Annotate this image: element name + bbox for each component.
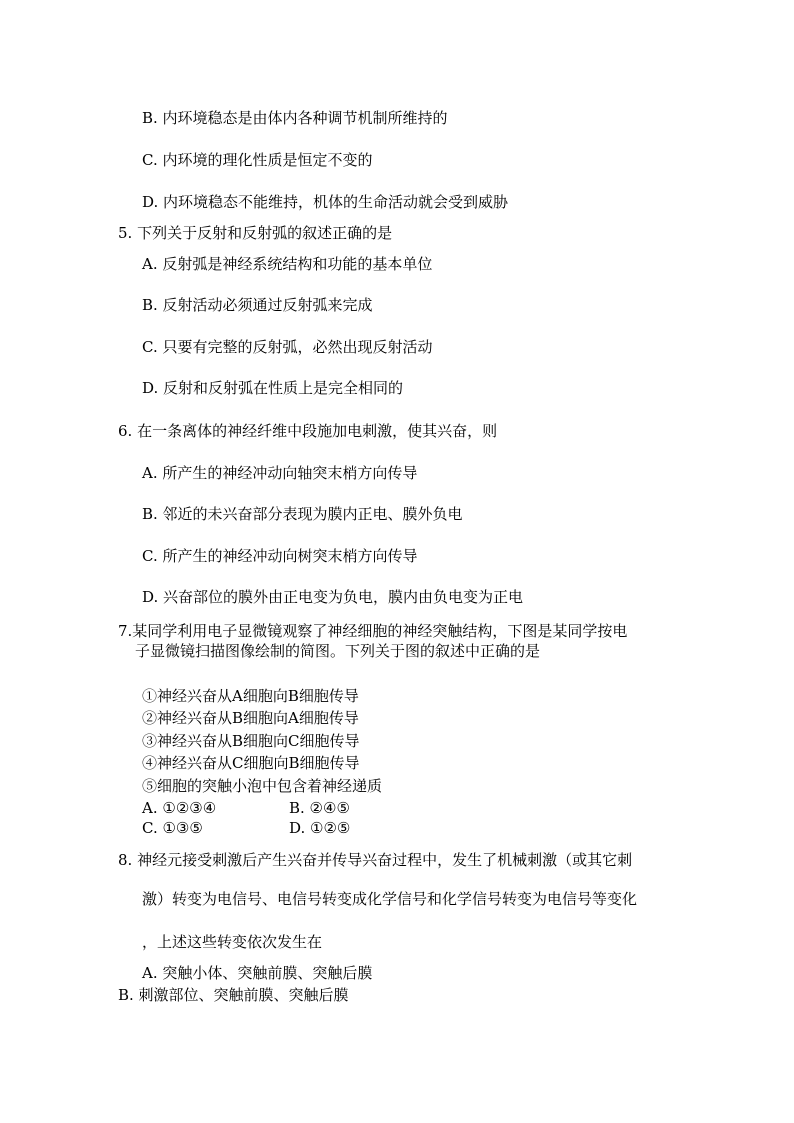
q5-option-c: C. 只要有完整的反射弧，必然出现反射活动 bbox=[142, 338, 433, 356]
q7-answer-row-2 bbox=[142, 818, 442, 838]
q7-statement-4: ④神经兴奋从C细胞向B细胞传导 bbox=[142, 754, 360, 772]
q8-stem-line2: 激）转变为电信号、电信号转变成化学信号和化学信号转变为电信号等变化 bbox=[142, 890, 638, 908]
q8-stem-line1: 8. 神经元接受刺激后产生兴奋并传导兴奋过程中，发生了机械刺激（或其它刺 bbox=[118, 851, 633, 869]
q7-statement-1: ①神经兴奋从A细胞向B细胞传导 bbox=[142, 687, 359, 705]
q8-option-b: B. 刺激部位、突触前膜、突触后膜 bbox=[118, 986, 349, 1004]
q6-option-d: D. 兴奋部位的膜外由正电变为负电，膜内由负电变为正电 bbox=[142, 588, 524, 606]
q5-option-a: A. 反射弧是神经系统结构和功能的基本单位 bbox=[142, 255, 433, 273]
q8-stem-line3: ，上述这些转变依次发生在 bbox=[142, 933, 323, 951]
q5-option-d: D. 反射和反射弧在性质上是完全相同的 bbox=[142, 379, 404, 397]
q7-statement-2: ②神经兴奋从B细胞向A细胞传导 bbox=[142, 709, 359, 727]
q7-statement-3: ③神经兴奋从B细胞向C细胞传导 bbox=[142, 732, 360, 750]
q6-option-a: A. 所产生的神经冲动向轴突末梢方向传导 bbox=[142, 464, 418, 482]
q6-stem: 6. 在一条离体的神经纤维中段施加电刺激，使其兴奋，则 bbox=[118, 422, 498, 440]
q6-option-b: B. 邻近的未兴奋部分表现为膜内正电、膜外负电 bbox=[142, 505, 463, 523]
q7-answer-row-1 bbox=[142, 798, 442, 818]
q7-option-a: A. ①②③④ bbox=[142, 799, 217, 817]
q8-option-a: A. 突触小体、突触前膜、突触后膜 bbox=[142, 964, 373, 982]
q4-option-c: C. 内环境的理化性质是恒定不变的 bbox=[142, 151, 373, 169]
q7-statement-5: ⑤细胞的突触小泡中包含着神经递质 bbox=[142, 777, 383, 795]
q7-option-d: D. ①②⑤ bbox=[289, 819, 351, 837]
q7-stem-line1: 7.某同学利用电子显微镜观察了神经细胞的神经突触结构，下图是某同学按电 bbox=[118, 622, 628, 640]
q7-stem-line2: 子显微镜扫描图像绘制的简图。下列关于图的叙述中正确的是 bbox=[135, 642, 541, 660]
q6-option-c: C. 所产生的神经冲动向树突末梢方向传导 bbox=[142, 547, 418, 565]
q7-option-b: B. ②④⑤ bbox=[289, 799, 350, 817]
q5-option-b: B. 反射活动必须通过反射弧来完成 bbox=[142, 296, 373, 314]
q4-option-b: B. 内环境稳态是由体内各种调节机制所维持的 bbox=[142, 109, 448, 127]
q7-option-c: C. ①③⑤ bbox=[142, 819, 203, 837]
q5-stem: 5. 下列关于反射和反射弧的叙述正确的是 bbox=[118, 224, 393, 242]
q4-option-d: D. 内环境稳态不能维持，机体的生命活动就会受到威胁 bbox=[142, 193, 509, 211]
